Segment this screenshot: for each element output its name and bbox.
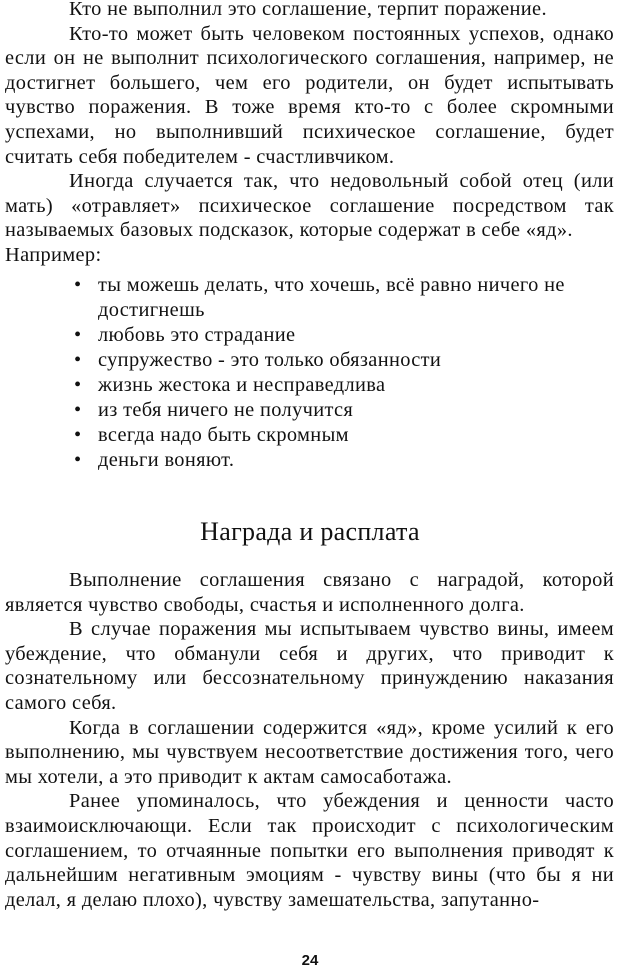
bullet-icon: • [74, 349, 82, 371]
list-item [0, 323, 620, 348]
bullet-icon: • [74, 424, 82, 446]
bullet-icon: • [74, 449, 82, 471]
list-item-text: из тебя ничего не получится [98, 399, 354, 421]
list-item-text: деньги воняют. [98, 449, 235, 471]
list-item [0, 398, 620, 423]
paragraph: Кто-то может быть человеком постоянных успехов, однако если он не выполнит психологического соглашения, например, не достигнет большего, чем его родители, он будет испытывать чувство поражения. В тоже время кто-то с более скромными успехами, но выполнивший психическое соглашение, будет считать себя победителем - счастливчиком. [5, 22, 614, 168]
paragraph: Когда в соглашении содержится «яд», кроме усилий к его выполнению, мы чувствуем несоответствие достижения того, чего мы хотели, а это приводит к актам самосаботажа. [5, 716, 614, 788]
list-item [0, 373, 620, 398]
bullet-icon: • [74, 374, 82, 396]
paragraph: В случае поражения мы испытываем чувство вины, имеем убеждение, что обманули себя и других, что приводит к сознательному или бессознательному принуждению наказания самого себя. [5, 618, 614, 714]
list-item-text: супружество - это только обязанности [98, 349, 442, 371]
list-item [0, 448, 620, 473]
top-text-block [5, 0, 614, 268]
list-item [0, 348, 620, 373]
bullet-list [0, 273, 620, 473]
bullet-icon: • [74, 399, 82, 421]
paragraph: Кто не выполнил это соглашение, терпит поражение. [69, 0, 547, 20]
list-item-text: жизнь жестока и несправедлива [98, 374, 386, 396]
paragraph: Ранее упоминалось, что убеждения и ценности часто взаимоисключающи. Если так происходит с психологическим соглашением, то отчаянные попытки его выполнения приводят к дальнейшим негативным эмоциям - чувству вины (что бы я ни делал, я делаю плохо), чувству замешательства, запутанно- [5, 790, 614, 911]
list-item-text: ты можешь делать, что хочешь, всё равно ничего не достигнешь [98, 274, 565, 321]
paragraph: Выполнение соглашения связано с наградой, которой является чувство свободы, счастья и исполненного долга. [5, 569, 614, 616]
bullet-icon: • [74, 324, 82, 346]
bottom-text-block [5, 568, 614, 912]
list-item-text: всегда надо быть скромным [98, 424, 349, 446]
section-heading: Награда и расплата [200, 517, 420, 546]
page-number: 24 [301, 952, 319, 969]
list-item [0, 273, 620, 323]
paragraph-example-intro: Например: [5, 243, 102, 266]
list-item-text: любовь это страдание [98, 324, 296, 346]
list-item [0, 423, 620, 448]
paragraph: Иногда случается так, что недовольный собой отец (или мать) «отравляет» психическое соглашение посредством так называемых базовых подсказок, которые содержат в себе «яд». [5, 170, 614, 242]
bullet-icon: • [74, 274, 82, 296]
